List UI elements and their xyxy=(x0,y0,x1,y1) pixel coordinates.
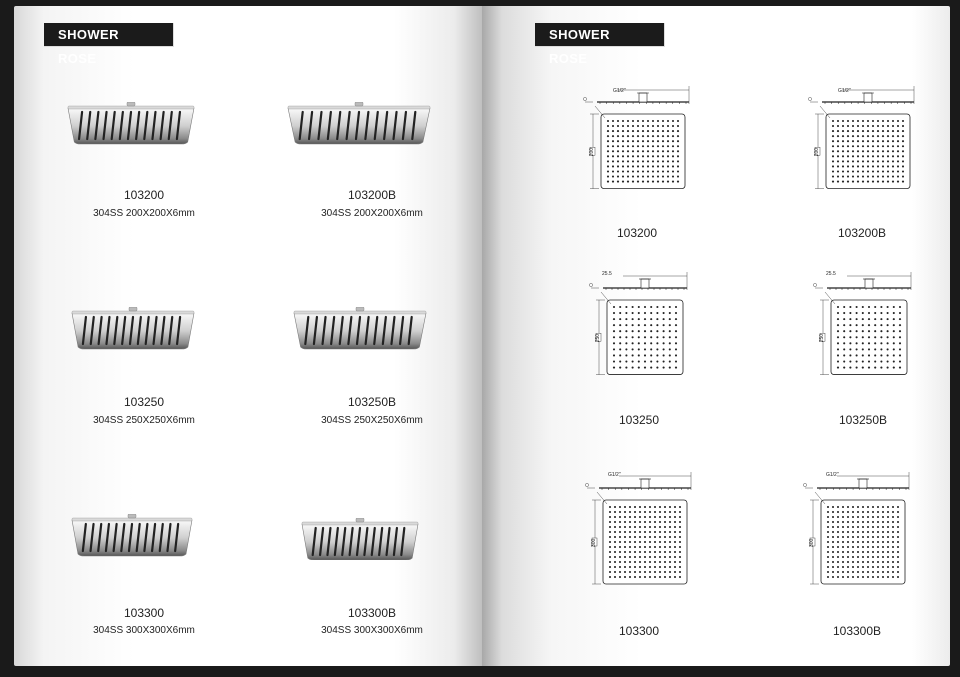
shower-head-photo xyxy=(286,102,432,148)
product-spec: 304SS 250X250X6mm xyxy=(321,415,423,426)
product-code: 103250 xyxy=(123,395,165,409)
shower-head-photo xyxy=(70,514,194,560)
product-card xyxy=(272,96,472,236)
product-card xyxy=(272,303,472,443)
drawing-code: 103200B xyxy=(837,226,887,240)
product-card xyxy=(44,96,244,236)
drawing-code: 103200 xyxy=(616,226,658,240)
drawing-svg xyxy=(802,80,922,210)
thread-dimension: G1/2" xyxy=(826,472,839,478)
drawing-svg xyxy=(798,266,928,396)
thread-dimension: 25.5 xyxy=(602,271,612,277)
product-spec: 304SS 300X300X6mm xyxy=(321,625,423,636)
drawing-svg xyxy=(574,464,704,594)
thread-dimension: G1/2" xyxy=(838,88,851,94)
product-spec: 304SS 200X200X6mm xyxy=(93,208,195,219)
product-code: 103200 xyxy=(123,188,165,202)
technical-drawing xyxy=(802,80,922,240)
page-header-tag: SHOWER ROSE xyxy=(535,23,665,47)
drawing-svg xyxy=(792,464,922,594)
drawing-code: 103300B xyxy=(832,624,882,638)
side-dimension: 250 xyxy=(595,333,601,343)
drawing-code: 103250 xyxy=(618,413,660,427)
product-spec: 304SS 250X250X6mm xyxy=(93,415,195,426)
technical-drawing xyxy=(574,464,704,642)
product-code: 103300 xyxy=(123,606,165,620)
product-card xyxy=(44,303,244,443)
thread-dimension: G1/2" xyxy=(613,88,626,94)
thread-dimension: G1/2" xyxy=(608,472,621,478)
side-dimension: 250 xyxy=(819,333,825,343)
shower-head-photo xyxy=(66,102,196,148)
drawing-svg xyxy=(574,266,704,396)
product-code: 103250B xyxy=(347,395,397,409)
product-card xyxy=(44,512,244,652)
shower-head-photo xyxy=(292,307,428,355)
technical-drawing xyxy=(574,266,704,436)
product-card xyxy=(272,512,472,652)
product-spec: 304SS 200X200X6mm xyxy=(321,208,423,219)
technical-drawing xyxy=(577,80,697,240)
page-header-tag: SHOWER ROSE xyxy=(44,23,174,47)
right-page xyxy=(482,6,950,666)
technical-drawing xyxy=(798,266,928,436)
shower-head-photo xyxy=(70,307,196,353)
thread-dimension: 25.5 xyxy=(826,271,836,277)
drawing-code: 103250B xyxy=(838,413,888,427)
product-code: 103300B xyxy=(347,606,397,620)
shower-head-photo xyxy=(300,518,420,560)
left-page xyxy=(14,6,484,666)
side-dimension: 300 xyxy=(809,538,815,547)
product-spec: 304SS 300X300X6mm xyxy=(93,625,195,636)
product-code: 103200B xyxy=(347,188,397,202)
technical-drawing xyxy=(792,464,922,642)
drawing-code: 103300 xyxy=(618,624,660,638)
drawing-svg xyxy=(577,80,697,210)
side-dimension: 200 xyxy=(589,147,595,157)
side-dimension: 200 xyxy=(814,147,820,157)
side-dimension: 300 xyxy=(591,538,597,547)
